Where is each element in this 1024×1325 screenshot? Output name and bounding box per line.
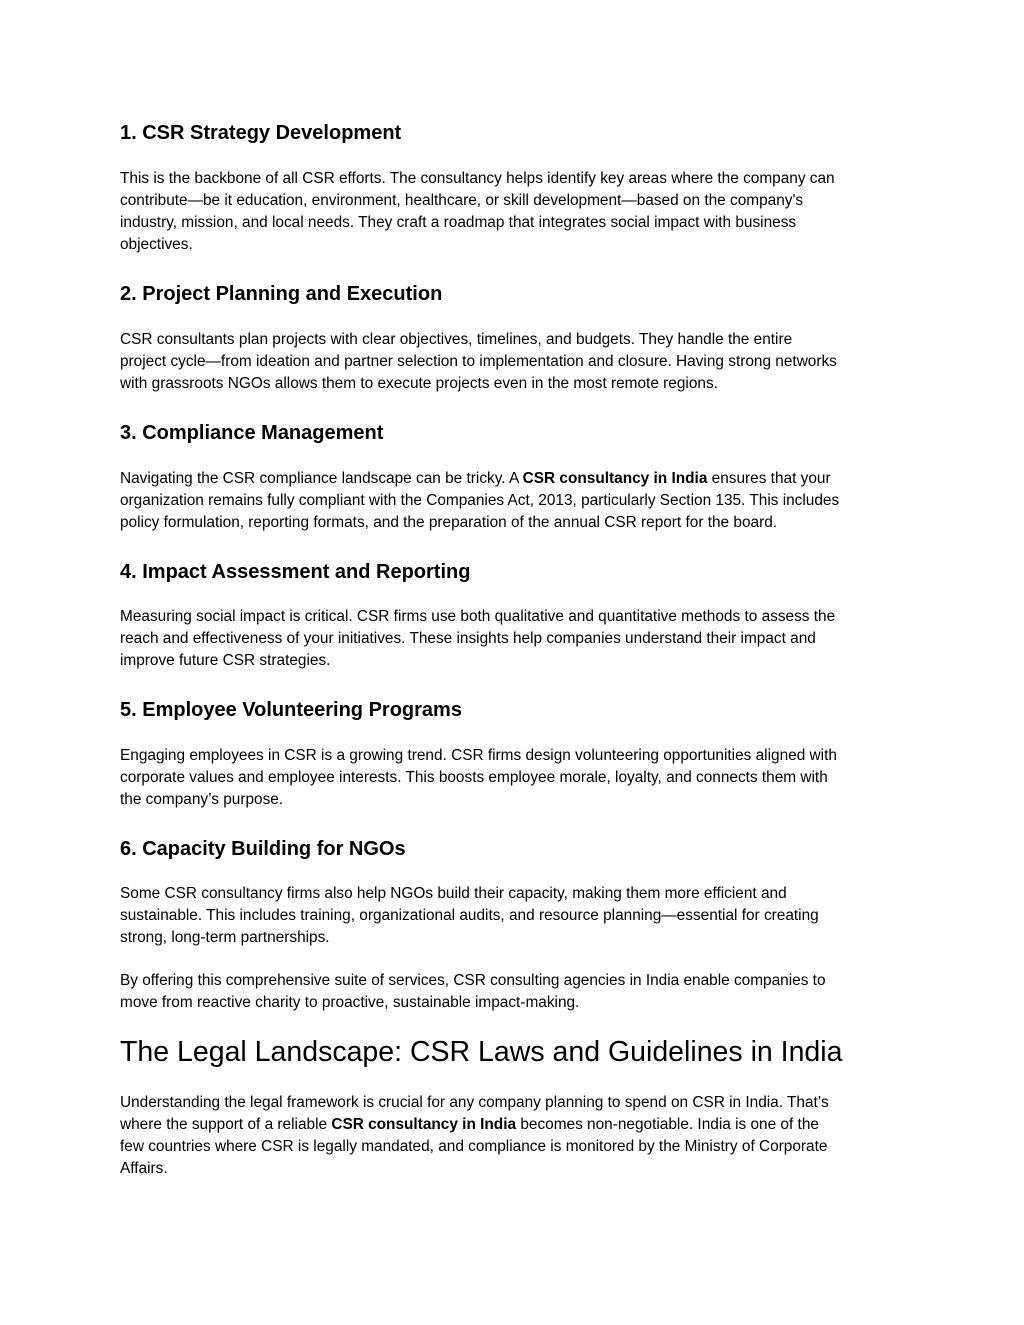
summary-paragraph: By offering this comprehensive suite of services, CSR consulting agencies in India enable companies to move from reactive charity to proactive, sustainable impact-making. [120,972,826,1011]
section-paragraph-volunteering: Engaging employees in CSR is a growing trend. CSR firms design volunteering opportunities aligned with corporate values and employee interests. This boosts employee morale, loyalty, and connects them with the company’s purpose. [120,747,837,808]
legal-paragraph: Understanding the legal framework is crucial for any company planning to spend on CSR in India. That’s where the support of a reliable CSR consultancy in India becomes non-negotiable. India is one of the few countries where CSR is legally mandated, and compliance is monitored by the Ministry of Corporate Affairs. [120,1094,829,1177]
section-heading-capacity: 6. Capacity Building for NGOs [120,838,406,860]
section-heading-impact: 4. Impact Assessment and Reporting [120,561,471,583]
section-paragraph-compliance: Navigating the CSR compliance landscape can be tricky. A CSR consultancy in India ensures that your organization remains fully compliant with the Companies Act, 2013, particularly Section 135. This includes policy formulation, reporting formats, and the preparation of the annual CSR report for the board. [120,470,840,531]
keyword-csr-consultancy-legal: CSR consultancy in India [331,1116,517,1133]
section-heading-planning: 2. Project Planning and Execution [120,283,443,305]
section-heading-strategy: 1. CSR Strategy Development [120,122,402,144]
section-paragraph-impact: Measuring social impact is critical. CSR firms use both qualitative and quantitative methods to assess the reach and effectiveness of your initiatives. These insights help companies understand their impact and improve future CSR strategies. [120,608,836,669]
section-paragraph-planning: CSR consultants plan projects with clear objectives, timelines, and budgets. They handle the entire project cycle—from ideation and partner selection to implementation and closure. Having strong networks with grassroots NGOs allows them to execute projects even in the most remote regions. [120,331,837,392]
section-heading-compliance: 3. Compliance Management [120,422,384,444]
section-heading-volunteering: 5. Employee Volunteering Programs [120,699,462,721]
section-paragraph-strategy: This is the backbone of all CSR efforts. The consultancy helps identify key areas where the company can contribute—be it education, environment, healthcare, or skill development—based on the company's industry, mission, and local needs. They craft a roadmap that integrates social impact with business objectives. [120,170,835,253]
section-paragraph-capacity: Some CSR consultancy firms also help NGOs build their capacity, making them more efficient and sustainable. This includes training, organizational audits, and resource planning—essential for creating strong, long-term partnerships. [120,885,819,946]
keyword-csr-consultancy: CSR consultancy in India [522,470,708,487]
legal-heading: The Legal Landscape: CSR Laws and Guidelines in India [120,1036,843,1068]
